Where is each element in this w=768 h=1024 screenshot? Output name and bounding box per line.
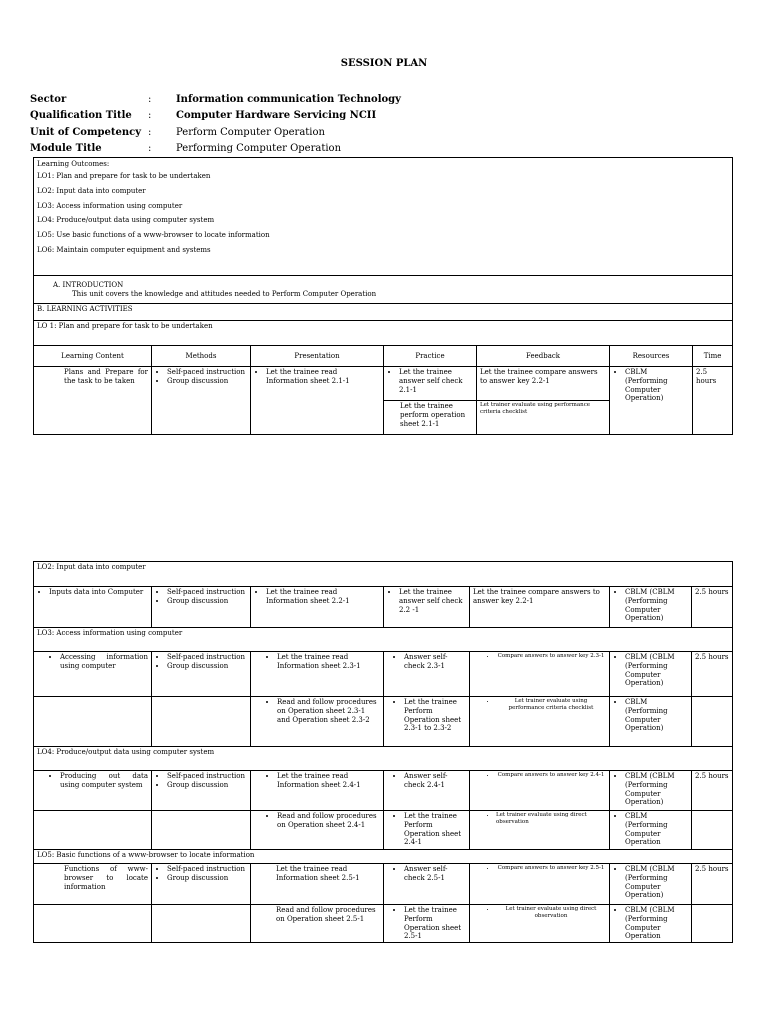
table-row [34,811,733,850]
learning-outcome-item: LO1: Plan and prepare for task to be undertaken [37,172,211,180]
empty-cell [692,905,733,943]
practice-item: • Answer self-check 2.3-1 [404,653,466,671]
method-item: • Self-paced instruction [167,772,247,781]
presentation-item: • Let the trainee read Information sheet 2.3-1 [277,653,380,671]
header-feedback: Feedback [477,346,610,367]
practice-item: • Let the trainee answer self check 2.1-1 [399,368,473,394]
lo3-feedback-1 [470,652,610,697]
practice-item: • Answer self-check 2.5-1 [404,865,466,883]
meta-colon: : [148,110,152,122]
lo5-feedback-2 [470,905,610,943]
feedback-item: • Let trainer evaluate using direct observation [496,812,606,826]
empty-cell [152,905,251,943]
lo4-resources-2 [610,811,692,850]
lo1-methods [152,367,251,435]
resource-item: • CBLM (Performing Computer Operation [625,812,688,847]
meta-label: Module Title [30,143,102,155]
resource-item: • CBLM (CBLM (Performing Computer Operation) [625,772,688,807]
lo4-heading: LO4: Produce/output data using computer system [34,747,733,771]
lo3-practice-1 [384,652,470,697]
lo3-content [34,652,152,697]
resource-item: • CBLM (Performing Computer Operation) [625,368,689,403]
learning-outcome-item: LO4: Produce/output data using computer system [37,216,215,225]
table-row [34,652,733,697]
lo4-practice-2 [384,811,470,850]
lo1-presentation [251,367,384,435]
practice-item: • Let the trainee Perform Operation sheet 2.5-1 [404,906,466,941]
empty-cell [34,905,152,943]
practice-item: • Let the trainee Perform Operation sheet 2.3-1 to 2.3-2 [404,698,466,733]
content-item: • Inputs data into Computer [49,588,148,597]
learning-outcomes-row [34,158,733,276]
empty-cell [692,811,733,850]
lo3-practice-2 [384,697,470,747]
lo3-resources-2 [610,697,692,747]
learning-outcome-item: LO2: Input data into computer [37,186,146,195]
lo2-heading-row [34,562,733,587]
lo1-time: 2.5 hours [693,367,733,435]
lo3-resources-1 [610,652,692,697]
lo3-feedback-2 [470,697,610,747]
lo2-presentation [251,587,384,628]
meta-label: Unit of Competency [30,126,142,138]
lo1-practice-1 [384,367,477,401]
meta-value: Perform Computer Operation [176,126,325,138]
practice-item: • Answer self-check 2.4-1 [404,772,466,790]
lo2-resources [610,587,692,628]
lo4-presentation-1 [251,771,384,811]
header-resources: Resources [610,346,693,367]
table-row [34,697,733,747]
lo4-content [34,771,152,811]
table-row [34,367,733,401]
method-item: • Self-paced instruction [167,653,247,662]
practice-item: • Let the trainee answer self check 2.2 -1 [399,588,466,614]
session-plan-table-2 [33,561,733,943]
lo3-methods [152,652,251,697]
lo5-resources-1 [610,864,692,905]
method-item: • Self-paced instruction [167,588,247,597]
content-item: • Accessing information using computer [60,653,148,671]
introduction-heading: A. INTRODUCTION [53,280,124,289]
learning-outcome-item: LO6: Maintain computer equipment and systems [37,245,211,254]
lo1-resources [610,367,693,435]
lo5-time: 2.5 hours [692,864,733,905]
table-row [34,771,733,811]
introduction-row [34,276,733,304]
lo5-feedback-1 [470,864,610,905]
lo4-feedback-1 [470,771,610,811]
learning-outcome-item: LO3: Access information using computer [37,201,183,210]
lo3-heading: LO3: Access information using computer [34,628,733,652]
lo5-practice-1 [384,864,470,905]
method-item: • Group discussion [167,377,247,386]
meta-colon: : [148,93,152,105]
lo1-practice-2: Let the trainee perform operation sheet 2.1-1 [384,401,477,435]
lo1-heading-row [34,321,733,346]
meta-row-module [30,141,590,158]
lo4-practice-1 [384,771,470,811]
table-header-row [34,346,733,367]
method-item: • Group discussion [167,781,247,790]
method-item: • Group discussion [167,874,247,883]
meta-value: Performing Computer Operation [176,143,342,155]
resource-item: • CBLM (CBLM (Performing Computer Operation) [625,653,688,688]
table-row [34,587,733,628]
feedback-item: • Let trainer evaluate using direct observation [496,906,606,920]
lo5-presentation-2: Read and follow procedures on Operation sheet 2.5-1 [251,905,384,943]
meta-row-unit [30,124,590,141]
learning-activities-row [34,304,733,321]
lo4-presentation-2 [251,811,384,850]
empty-cell [152,697,251,747]
plan-metadata [30,91,590,157]
page-title: SESSION PLAN [340,58,428,69]
lo2-heading: LO2: Input data into computer [34,562,733,587]
method-item: • Group discussion [167,597,247,606]
learning-outcomes-heading: Learning Outcomes: [37,160,110,168]
lo5-methods [152,864,251,905]
lo2-feedback: Let the trainee compare answers to answer key 2.2-1 [470,587,610,628]
presentation-item: • Read and follow procedures on Operation sheet 2.3-1 and Operation sheet 2.3-2 [277,698,380,724]
lo5-presentation-1: Let the trainee read Information sheet 2.5-1 [251,864,384,905]
meta-label: Qualification Title [30,110,132,122]
table-row [34,864,733,905]
table-row [34,905,733,943]
feedback-item: • Compare answers to answer key 2.4-1 [496,772,606,779]
lo3-presentation-2 [251,697,384,747]
resource-item: • CBLM (CBLM (Performing Computer Operation [625,906,688,941]
learning-outcome-item: LO5: Use basic functions of a www-browser to locate information [37,231,270,240]
lo2-content [34,587,152,628]
lo2-time: 2.5 hours [692,587,733,628]
header-time: Time [693,346,733,367]
lo1-heading: LO 1: Plan and prepare for task to be undertaken [34,321,733,346]
lo3-time: 2.5 hours [692,652,733,697]
lo5-content: Functions of www-browser to locate information [34,864,152,905]
empty-cell [34,811,152,850]
header-methods: Methods [152,346,251,367]
lo1-feedback-2: Let trainer evaluate using performance criteria checklist [477,401,610,435]
lo1-content: Plans and Prepare for the task to be taken [34,367,152,435]
practice-item: • Let the trainee Perform Operation sheet 2.4-1 [404,812,466,847]
presentation-item: • Read and follow procedures on Operation sheet 2.4-1 [277,812,380,830]
feedback-item: • Compare answers to answer key 2.3-1 [496,653,606,660]
content-item: • Producing out data using computer system [60,772,148,790]
lo1-feedback-1: Let the trainee compare answers to answer key 2.2-1 [477,367,610,401]
header-presentation: Presentation [251,346,384,367]
session-plan-table-1 [33,157,733,435]
method-item: • Self-paced instruction [167,368,247,377]
meta-value: Information communication Technology [176,93,401,105]
header-practice: Practice [384,346,477,367]
presentation-item: • Let the trainee read Information sheet 2.4-1 [277,772,380,790]
resource-item: • CBLM (CBLM (Performing Computer Operation) [625,865,688,900]
meta-colon: : [148,143,152,155]
header-learning-content: Learning Content [34,346,152,367]
feedback-item: • Compare answers to answer key 2.5-1 [496,865,606,872]
meta-value: Computer Hardware Servicing NCII [176,110,377,122]
introduction-text: This unit covers the knowledge and attitudes needed to Perform Computer Operation [72,289,377,298]
introduction [34,276,733,304]
lo5-practice-2 [384,905,470,943]
lo5-resources-2 [610,905,692,943]
learning-activities-heading: B. LEARNING ACTIVITIES [34,304,733,321]
presentation-item: • Let the trainee read Information sheet 2.2-1 [266,588,380,606]
lo4-methods [152,771,251,811]
meta-row-qualification [30,108,590,125]
lo4-heading-row [34,747,733,771]
resource-item: • CBLM (CBLM (Performing Computer Operation) [625,588,688,623]
learning-outcomes [34,158,733,276]
lo4-resources-1 [610,771,692,811]
empty-cell [34,697,152,747]
resource-item: • CBLM (Performing Computer Operation) [625,698,688,733]
meta-colon: : [148,126,152,138]
empty-cell [692,697,733,747]
lo5-heading: LO5: Basic functions of a www-browser to locate information [34,850,733,864]
feedback-item: • Let trainer evaluate using performance criteria checklist [496,698,606,712]
lo4-feedback-2 [470,811,610,850]
lo2-practice [384,587,470,628]
lo3-heading-row [34,628,733,652]
method-item: • Group discussion [167,662,247,671]
lo4-time: 2.5 hours [692,771,733,811]
meta-label: Sector [30,93,67,105]
presentation-item: • Let the trainee read Information sheet 2.1-1 [266,368,380,386]
lo2-methods [152,587,251,628]
lo5-heading-row [34,850,733,864]
method-item: • Self-paced instruction [167,865,247,874]
empty-cell [152,811,251,850]
meta-row-sector [30,91,590,108]
lo3-presentation-1 [251,652,384,697]
